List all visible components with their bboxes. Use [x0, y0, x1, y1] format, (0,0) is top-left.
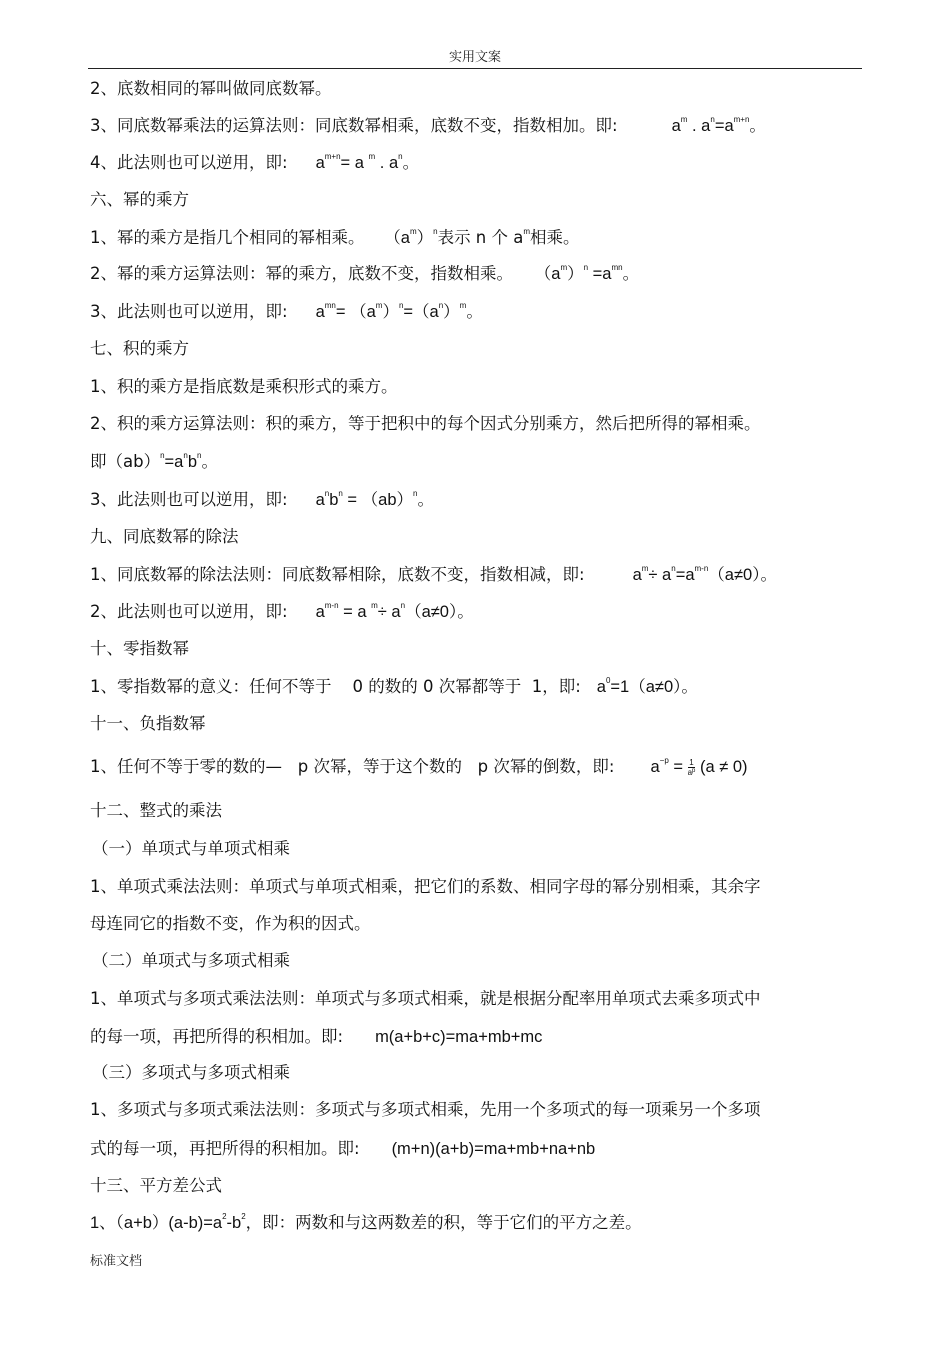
text-line: 2、幂的乘方运算法则：幂的乘方，底数不变，指数相乘。 $(a^m)^n =a^{mn}$。	[90, 263, 640, 283]
line-text: 3、同底数幂乘法的运算法则：同底数幂相乘，底数不变，指数相加。即:	[90, 116, 618, 135]
text-line: 4、此法则也可以逆用，即: $a^{m+n}= a$ $^m$ . $a^n$。	[90, 152, 420, 172]
formula: $a^0=1(a\ne 0)$	[596, 676, 682, 696]
formula: $(a^m)^n =a^{mn}$	[543, 263, 623, 283]
text-line: 1、同底数幂的除法法则：同底数幂相除，底数不变，指数相减，即: $a^m\div a^n=a^{m-n}(a\ne 0)$。	[90, 564, 777, 584]
text-line: 母连同它的指数不变，作为积的因式。	[90, 914, 371, 933]
formula: $a^nb^n = (ab)^n$	[315, 489, 418, 509]
formula: $a^m\div a^n=a^{m-n}(a\ne 0)$	[632, 564, 761, 584]
line-text: 1、幂的乘方是指几个相同的幂相乘。	[90, 228, 365, 247]
formula: $(a^m)^n$	[392, 227, 438, 247]
line-text: 1、零指数幂的意义：任何不等于 0 的数的 0 次幂都等于 1，即:	[90, 677, 581, 696]
section-heading: 十一、负指数幂	[90, 714, 206, 733]
text-line: 3、此法则也可以逆用，即: $a^{mn}= (a^m)^n=(a^n)^m$。	[90, 301, 483, 321]
section-heading: 十二、整式的乘法	[90, 801, 222, 820]
line-text: 1、任何不等于零的数的— p 次幂，等于这个数的 p 次幂的倒数，即:	[90, 757, 615, 776]
section-heading: 十三、平方差公式	[90, 1176, 222, 1195]
text-line: 3、此法则也可以逆用，即: $a^nb^n = (ab)^n$。	[90, 489, 434, 509]
text-line: 即$(ab)^n=a^nb^n$。	[90, 451, 218, 471]
text-line: 2、积的乘方运算法则：积的乘方，等于把积中的每个因式分别乘方，然后把所得的幂相乘。	[90, 414, 761, 433]
line-text: 相乘。	[530, 228, 580, 247]
text-line	[90, 1027, 542, 1047]
line-text: 2、此法则也可以逆用，即:	[90, 602, 288, 621]
subsection-heading: （三）多项式与多项式相乘	[92, 1063, 290, 1082]
line-text: ，即：两数和与这两数差的积，等于它们的平方之差。	[245, 1213, 642, 1232]
page-footer: 标准文档	[90, 1254, 143, 1269]
text-line	[90, 757, 748, 777]
section-heading: 七、积的乘方	[90, 339, 189, 358]
line-text: 即（ab）	[90, 452, 161, 471]
line-text: 2、幂的乘方运算法则：幂的乘方，底数不变，指数相乘。	[90, 264, 513, 283]
subsection-heading: （一）单项式与单项式相乘	[92, 839, 290, 858]
line-text: 式的每一项，再把所得的积相加。即:	[90, 1139, 360, 1158]
formula: (m+n)(a+b)=ma+mb+na+nb	[391, 1140, 596, 1158]
text-line: 1、零指数幂的意义：任何不等于 0 的数的 0 次幂都等于 1，即: $a^0=1(a\ne 0)$。	[90, 676, 698, 696]
text-line	[90, 1139, 595, 1159]
formula: $a^{-p}$ = $\frac{1}{a^p}$ (a ≠ 0)	[650, 756, 748, 778]
formula: $^n=a^nb^n$	[160, 451, 202, 471]
formula: $a^{mn}= (a^m)^n=(a^n)^m$	[315, 301, 467, 321]
subsection-heading: （二）单项式与多项式相乘	[92, 951, 290, 970]
section-heading: 十、零指数幂	[90, 639, 189, 658]
page-header: 实用文案	[448, 50, 501, 65]
text-line: 1、积的乘方是指底数是乘积形式的乘方。	[90, 377, 398, 396]
formula: m(a+b+c)=ma+mb+mc	[375, 1028, 543, 1046]
line-text: 表示 n 个 a	[437, 228, 524, 247]
formula: $a^m$ . $a^n=a^{m+n}$	[671, 115, 750, 135]
text-line	[90, 1213, 642, 1233]
line-text: 4、此法则也可以逆用，即:	[90, 153, 288, 172]
formula: $a^{m-n} = a$ $^m\div a^n(a\ne 0)$	[315, 601, 458, 621]
line-text: 的每一项，再把所得的积相加。即:	[90, 1027, 344, 1046]
header-rule	[88, 68, 862, 69]
section-heading: 六、幂的乘方	[90, 190, 189, 209]
line-text: 3、此法则也可以逆用，即:	[90, 490, 288, 509]
text-line: 2、此法则也可以逆用，即: $a^{m-n} = a$ $^m\div a^n(a\ne 0)$。	[90, 601, 474, 621]
text-line: 3、同底数幂乘法的运算法则：同底数幂相乘，底数不变，指数相加。即: $a^m$ . $a^n=a^{m+n}$。	[90, 115, 766, 135]
text-line: 2、底数相同的幂叫做同底数幂。	[90, 79, 332, 98]
text-line: 1、幂的乘方是指几个相同的幂相乘。 $(a^m)^n$表示 n 个 $a^m$相乘。	[90, 227, 580, 247]
section-heading: 九、同底数幂的除法	[90, 527, 239, 546]
text-line: 1、单项式乘法法则：单项式与单项式相乘，把它们的系数、相同字母的幂分别相乘，其余字	[90, 877, 761, 896]
line-text: 3、此法则也可以逆用，即:	[90, 302, 288, 321]
formula: $a^{m+n}= a$ $^m$ . $a^n$	[315, 152, 403, 172]
formula: 1、$(a+b)(a-b)=a^2-b^2$	[90, 1212, 246, 1232]
text-line: 1、单项式与多项式乘法法则：单项式与多项式相乘，就是根据分配率用单项式去乘多项式中	[90, 989, 761, 1008]
text-line: 1、多项式与多项式乘法法则：多项式与多项式相乘，先用一个多项式的每一项乘另一个多项	[90, 1100, 761, 1119]
line-text: 1、同底数幂的除法法则：同底数幂相除，底数不变，指数相减，即:	[90, 565, 585, 584]
